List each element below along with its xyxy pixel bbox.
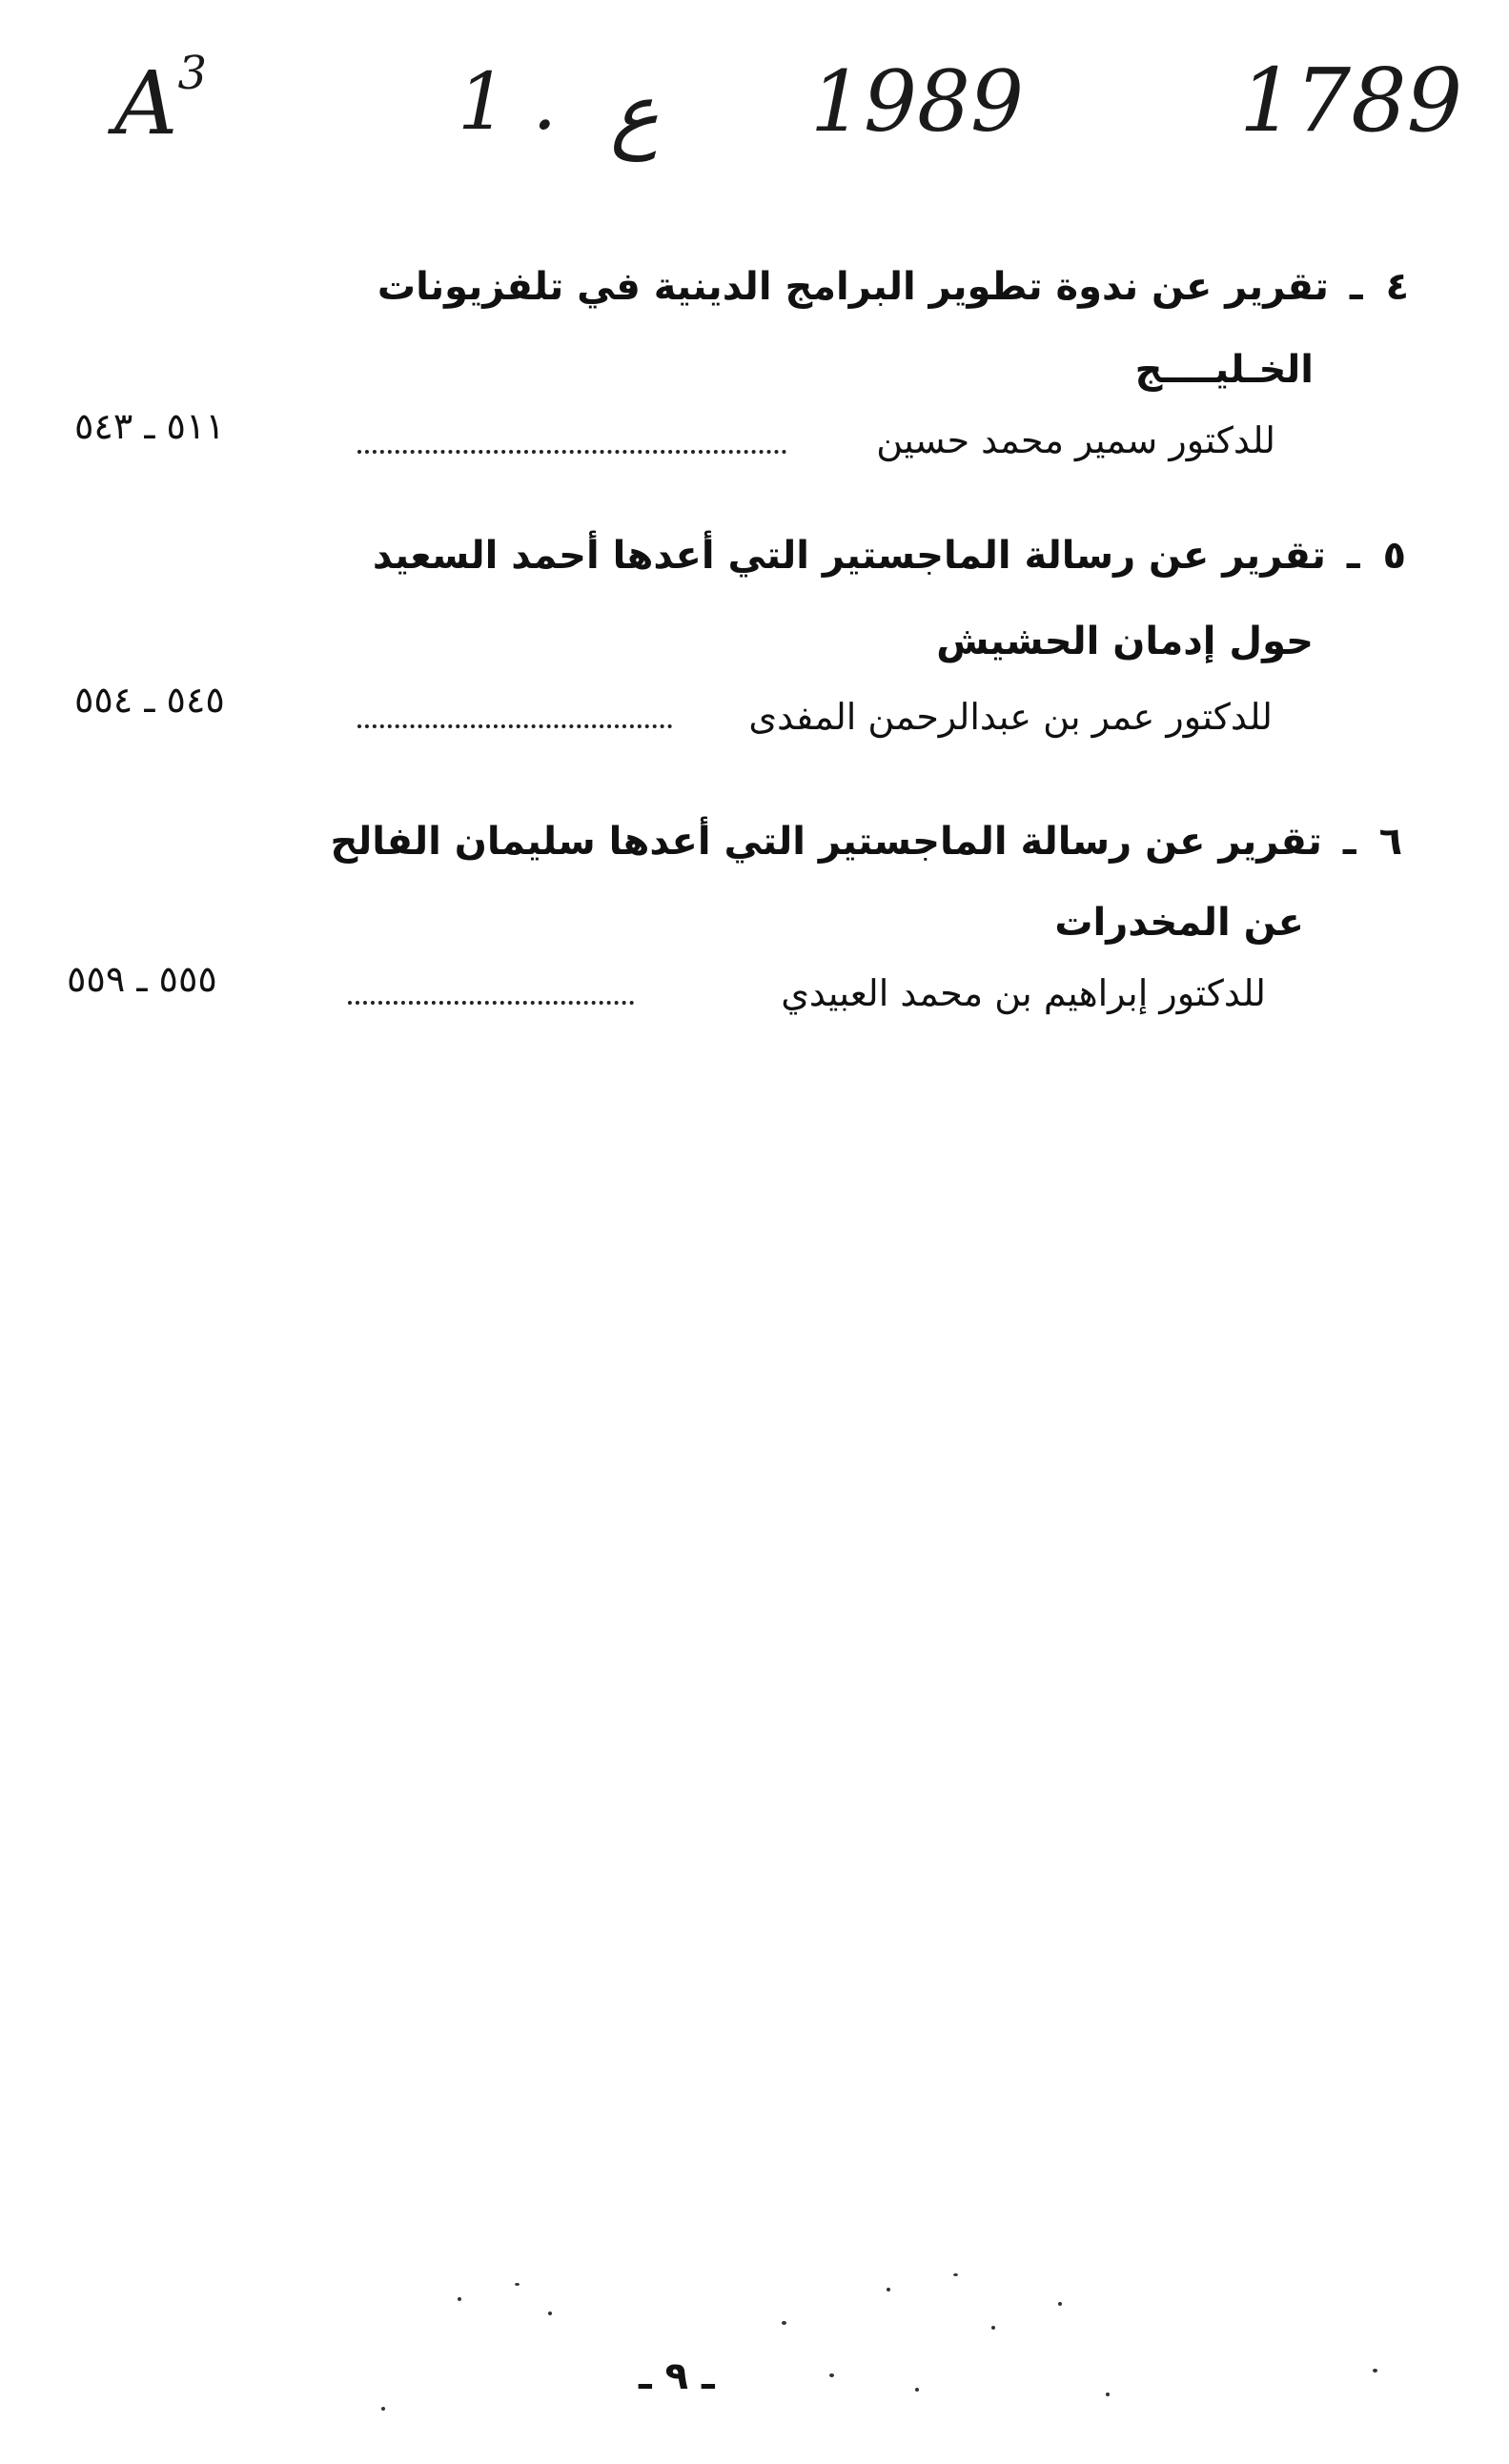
shelf-mark-superscript: 3 <box>177 47 207 100</box>
scan-speck <box>458 2297 461 2301</box>
dot-leader <box>357 440 786 454</box>
shelf-mark-letter: A <box>114 52 178 154</box>
entry-author: للدكتور إبراهيم بن محمد العبيدي <box>781 972 1266 1014</box>
handwritten-month: ع <box>610 67 660 162</box>
entry-title-text: تقرير عن ندوة تطوير البرامج الدينية في تلفزيونات <box>377 265 1329 309</box>
entry-author: للدكتور عمر بن عبدالرحمن المفدى <box>748 696 1273 738</box>
entry-number: ٤ <box>1385 265 1409 309</box>
dot-leader <box>348 991 634 1005</box>
scan-speck <box>1106 2393 1110 2396</box>
entry-page-range: ٥١١ ـ ٥٤٣ <box>74 405 225 447</box>
scan-speck <box>953 2273 958 2276</box>
scan-speck <box>1373 2369 1377 2372</box>
scan-speck <box>515 2283 520 2286</box>
scan-speck <box>887 2288 890 2291</box>
dot-leader <box>357 715 672 728</box>
handwritten-year: 1989 <box>810 52 1024 151</box>
handwritten-day: 1 . <box>458 57 558 148</box>
handwritten-serial: 1789 <box>1239 50 1463 152</box>
entry-title-line2: الخـليــــج <box>1134 348 1314 392</box>
entry-dash: ـ <box>1342 820 1356 864</box>
entry-number: ٥ <box>1382 534 1406 578</box>
scan-speck <box>782 2321 786 2325</box>
entry-page-range: ٥٥٥ ـ ٥٥٩ <box>67 958 217 1000</box>
entry-title-line1 <box>330 820 1402 864</box>
entry-title-line2: حول إدمان الحشيش <box>936 620 1314 663</box>
scan-speck <box>915 2388 919 2392</box>
scan-speck <box>548 2311 552 2315</box>
entry-title-text: تقرير عن رسالة الماجستير التي أعدها سليمان الفالح <box>330 820 1322 864</box>
scan-speck <box>829 2373 834 2377</box>
scan-speck <box>1058 2302 1062 2306</box>
entry-number: ٦ <box>1378 820 1402 864</box>
scan-speck <box>381 2407 385 2411</box>
handwritten-shelf-mark <box>114 47 207 154</box>
scan-speck <box>991 2326 995 2330</box>
entry-title-text: تقرير عن رسالة الماجستير التي أعدها أحمد السعيد <box>372 534 1326 578</box>
entry-page-range: ٥٤٥ ـ ٥٥٤ <box>74 679 225 721</box>
entry-author: للدكتور سمير محمد حسين <box>876 419 1275 461</box>
entry-dash: ـ <box>1346 534 1360 578</box>
page-number: ـ ٩ ـ <box>639 2354 715 2398</box>
entry-title-line2: عن المخدرات <box>1054 901 1304 945</box>
entry-title-line1 <box>373 534 1406 578</box>
entry-dash: ـ <box>1349 265 1363 309</box>
entry-title-line1 <box>377 265 1409 309</box>
